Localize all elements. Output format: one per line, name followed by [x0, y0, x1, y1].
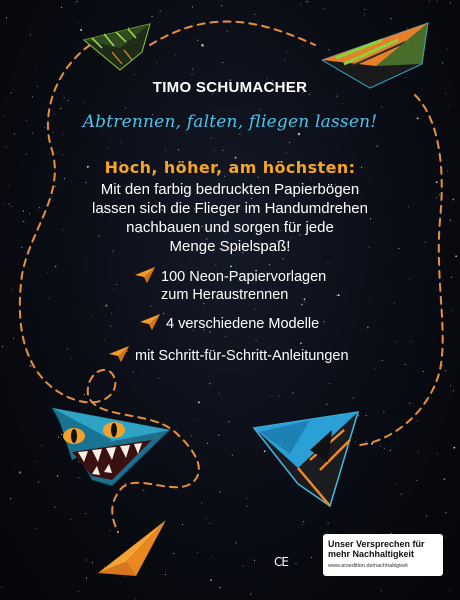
- paper-plane-icon: [109, 346, 129, 362]
- author-name: TIMO SCHUMACHER: [152, 79, 308, 96]
- feature-line: mit Schritt-für-Schritt-Anleitungen: [135, 348, 349, 364]
- headline: Hoch, höher, am höchsten:: [104, 158, 356, 177]
- description-line: nachbauen und sorgen für jede: [126, 219, 334, 236]
- paper-plane-icon: [135, 267, 155, 283]
- paper-plane-monster: [52, 400, 172, 490]
- badge-url: www.arsedition.de/nachhaltigkeit: [328, 563, 408, 569]
- description-line: lassen sich die Flieger im Handumdrehen: [92, 200, 368, 217]
- paper-plane-green-black: [82, 22, 152, 72]
- badge-line: mehr Nachhaltigkeit: [328, 549, 415, 559]
- paper-plane-small-orange: [98, 518, 168, 578]
- tagline: Abtrennen, falten, fliegen lassen!: [82, 112, 378, 132]
- feature-item: [161, 268, 326, 304]
- description-line: Mit den farbig bedruckten Papierbögen: [100, 181, 360, 198]
- description-line: Menge Spielspaß!: [169, 238, 291, 255]
- feature-line: 100 Neon-Papiervorlagen: [161, 269, 327, 285]
- feature-line: 4 verschiedene Modelle: [166, 316, 320, 332]
- paper-plane-blue-orange: [250, 410, 360, 510]
- description: [60, 180, 400, 256]
- badge-line: Unser Versprechen für: [328, 539, 425, 549]
- paper-plane-icon: [140, 314, 160, 330]
- sustainability-badge: [323, 534, 443, 576]
- feature-item: [135, 347, 349, 365]
- feature-line: zum Heraustrennen: [161, 287, 289, 303]
- ce-mark-icon: CE: [274, 555, 288, 569]
- feature-item: [166, 315, 319, 333]
